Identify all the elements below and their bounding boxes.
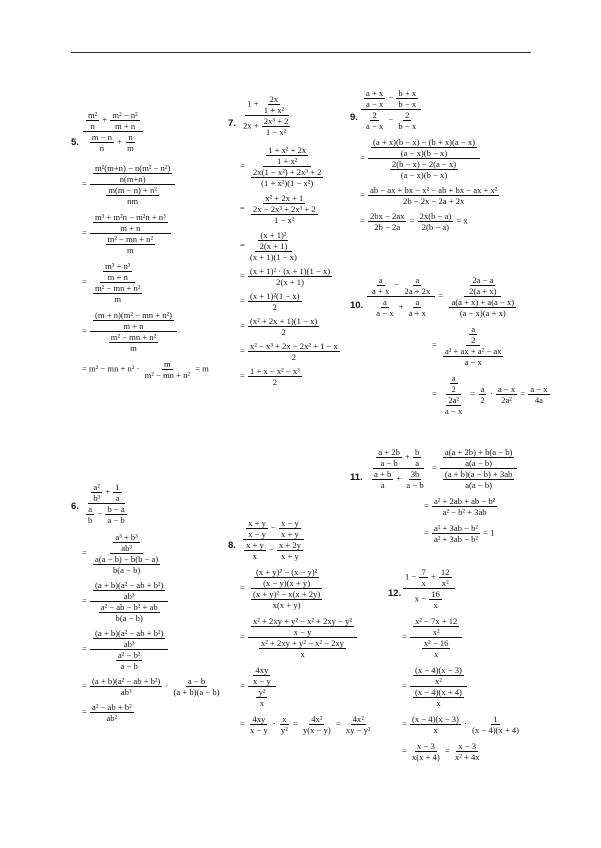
problem-9	[360, 88, 500, 232]
problem-11-step-3: = $\frac{\text{a² + 3ab − b²}}{\text{a² + 3ab − b²}}$ = 1	[424, 523, 495, 544]
problem-number: 11.	[350, 472, 363, 483]
problem-number: 10.	[350, 300, 364, 311]
problem-12	[402, 567, 522, 762]
problem-6-step-1: $\frac{\text{a²}}{\text{b³}}$ + $\frac{1}{a}$ $\frac{a}{b}$ − $\frac{b - a}{a - b}$	[88, 482, 125, 525]
problem-10	[366, 275, 551, 416]
problem-5-step-2: = $\frac{\frac{\text{m²(m+n) − n(m² − n²)}}{n(m+n)}}{\frac{\text{m(m − n) + n²}}{nm}}$	[82, 163, 209, 206]
problem-5-step-4: = $\frac{\frac{\text{m³ + n³}}{m + n}}{\frac{\text{m² − mn + n²}}{m}}$	[82, 261, 141, 304]
problem-5-step-3: = $\frac{\frac{\text{m³ + m²n − m²n + n³}}{m + n}}{\frac{\text{m² − mn + n²}}{m}}$	[82, 212, 209, 255]
problem-8-step-5: = $\frac{4xy}{x - y}$ · $\frac{x}{\text{y²}}$ = $\frac{\text{4x²}}{y(x - y)}$ = $\frac{\text{4x²}}{\text{xy − y²}}$	[240, 714, 371, 735]
problem-8	[240, 518, 374, 735]
problem-6	[82, 482, 223, 723]
problem-10-step-3: = $\frac{\frac{a}{2}}{\frac{\text{2a²}}{a - x}}$ = $\frac{a}{2}$ · $\frac{a - x}{\text{2a²}}$ = $\frac{a - x}{4a}$	[432, 373, 548, 416]
problem-9-step-3: = $\frac{\text{ab − ax + bx − x² − ab + bx − ax + x²}}{2b - 2x - 2a + 2x}$	[360, 185, 498, 206]
problem-9-step-2: = $\frac{\frac{(a + x)(b - x) - (b + x)(a - x)}{(a - x)(b - x)}}{\frac{2(b - x) - 2(a - x)}{(a - x)(b - x)}}$	[360, 137, 500, 180]
problem-8-step-4: = $\frac{\frac{4xy}{x - y}}{\frac{\text{y²}}{x}}$	[240, 665, 374, 708]
problem-5-step-1: $\frac{\text{m²}}{n}$ + $\frac{\text{m² − n²}}{m + n}$ $\frac{m - n}{n}$ + $\frac{n}{m}$	[82, 110, 209, 153]
problem-8-step-1: $\frac{x + y}{x - y}$ − $\frac{x - y}{x + y}$ $\frac{x + y}{x}$ − $\frac{x + 2y}{x + y}$	[240, 518, 374, 561]
problem-6-step-3: = $\frac{\frac{\text{(a + b)(a² − ab + b²)}}{\text{ab³}}}{\frac{\text{a² − ab − b² + ab}}{b(a - b)}}$	[82, 580, 223, 623]
problem-7-step-4: = $\frac{\frac{\text{(x + 1)²}}{2(x + 1)}}{(x + 1)(1 - x)}$	[240, 230, 297, 262]
problem-6-step-6: = $\frac{\text{a² − ab + b²}}{\text{ab²}}$	[82, 702, 132, 723]
problem-5	[82, 110, 209, 380]
problem-12-step-1: 1 − $\frac{7}{x}$ + $\frac{12}{\text{x²}}$ x − $\frac{16}{x}$	[402, 567, 522, 610]
problem-8-step-2: = $\frac{\frac{\text{(x + y)² − (x − y)²}}{(x - y)(x + y)}}{\frac{\text{(x + y)² − x(x + 2y)}}{x(x + y)}}$	[240, 567, 321, 610]
problem-7-step-2: = $\frac{\frac{\text{1 + x² + 2x}}{\text{1 + x²}}}{\frac{\text{2x(1 − x²) + 2x³ + 2}}{\text{(1 + x²)(1 − x²)}}}$	[240, 145, 322, 188]
problem-7-step-1: 1 + $\frac{2x}{\text{1 + x²}}$ 2x + $\frac{\text{2x³ + 2}}{\text{1 − x²}}$	[243, 94, 289, 137]
problem-12-step-5: = $\frac{x - 3}{x(x + 4)}$ = $\frac{x - 3}{\text{x² + 4x}}$	[402, 741, 480, 762]
problem-12-step-3: = $\frac{\frac{(x - 4)(x - 3)}{\text{x²}}}{\frac{(x - 4)(x + 4)}{x}}$	[402, 665, 522, 708]
problem-number: 8.	[228, 540, 236, 551]
header-rule	[71, 52, 531, 53]
problem-7-step-5: = $\frac{\text{(x + 1)² · (x + 1)(1 − x)}}{2(x + 1)}$	[240, 266, 331, 287]
problem-5-step-5: = $\frac{\frac{\text{(m + n)(m² − mn + n²)}}{m + n}}{\frac{\text{m² − mn + n²}}{m}}$	[82, 310, 209, 353]
problem-6-step-4: = $\frac{\frac{\text{(a + b)(a² − ab + b²)}}{\text{ab³}}}{\frac{\text{a² − b²}}{a - b}}$	[82, 628, 223, 671]
problem-7-step-8: = $\frac{\text{x² − x³ + 2x − 2x² + 1 − x}}{2}$	[240, 341, 338, 362]
problem-7-step-6: = $\frac{\text{(x + 1)²(1 − x)}}{2}$	[240, 291, 300, 312]
problem-10-step-2: = $\frac{\frac{a}{2}}{\frac{\text{a² + ax + a² − ax}}{a - x}}$	[432, 324, 502, 367]
problem-9-step-1: $\frac{a + x}{a - x}$ − $\frac{b + x}{b - x}$ $\frac{2}{a - x}$ − $\frac{2}{b - x}$	[360, 88, 500, 131]
problem-11-step-2: = $\frac{\text{a² + 2ab + ab − b²}}{\text{a² − b² + 3ab}}$	[424, 496, 496, 517]
problem-number: 5.	[71, 137, 79, 148]
problem-6-step-2: = $\frac{\frac{\text{a³ + b³}}{\text{ab³}}}{\frac{a(a - b) - b(b - a)}{b(a - b)}}$	[82, 532, 159, 575]
problem-12-step-4: = $\frac{(x - 4)(x - 3)}{x}$ · $\frac{1}{(x - 4)(x + 4)}$	[402, 714, 520, 735]
problem-8-step-3: = $\frac{\frac{\text{x² + 2xy + y² − x² + 2xy − y²}}{x - y}}{\frac{\text{x² + 2xy + y² − x² − 2xy}}{x}}$	[240, 616, 374, 659]
problem-number: 9.	[350, 112, 358, 123]
problem-number: 12.	[388, 588, 402, 599]
problem-6-step-5: = $\frac{\text{(a + b)(a² − ab + b²)}}{\text{ab³}}$ · $\frac{a - b}{(a + b)(a - b)}$	[82, 676, 220, 697]
problem-9-step-4: = $\frac{2bx - 2ax}{2b - 2a}$ = $\frac{2x(b - a)}{2(b - a)}$ = x	[360, 211, 468, 232]
problem-7	[240, 94, 341, 387]
problem-7-step-9: = $\frac{\text{1 + x − x² − x³}}{2}$	[240, 366, 300, 387]
problem-number: 7.	[228, 118, 236, 129]
problem-number: 6.	[71, 501, 79, 512]
problem-11-step-1: $\frac{a + 2b}{a - b}$ + $\frac{b}{a}$ $\frac{a + b}{a}$ + $\frac{3b}{a - b}$ = $\frac{\frac{a(a + 2b) + b(a - b)}{a(a - b)}}{\frac{(a + b)(a - b) + 3ab}{a(a - b)}}$	[368, 447, 518, 490]
problem-12-step-2: = $\frac{\frac{\text{x² − 7x + 12}}{\text{x²}}}{\frac{\text{x² − 16}}{x}}$	[402, 616, 522, 659]
problem-11	[368, 447, 518, 544]
problem-7-step-3: = $\frac{\text{x² + 2x + 1}}{\frac{\text{2x − 2x³ + 2x³ + 2}}{\text{1 − x²}}}$	[240, 193, 316, 225]
problem-5-step-6: = m² − mn + n² · $\frac{m}{\text{m² − mn + n²}}$ = m	[82, 359, 209, 380]
problem-7-step-7: = $\frac{\text{(x² + 2x + 1)(1 − x)}}{2}$	[240, 316, 318, 337]
problem-10-step-1: $\frac{a}{a + x}$ − $\frac{a}{2a + 2x}$ $\frac{a}{a - x}$ + $\frac{a}{a + x}$ = $\frac{\frac{2a - a}{2(a + x)}}{\frac{a(a + x) + a(a - x)}{(a - x)(a + x)}}$	[366, 275, 551, 318]
